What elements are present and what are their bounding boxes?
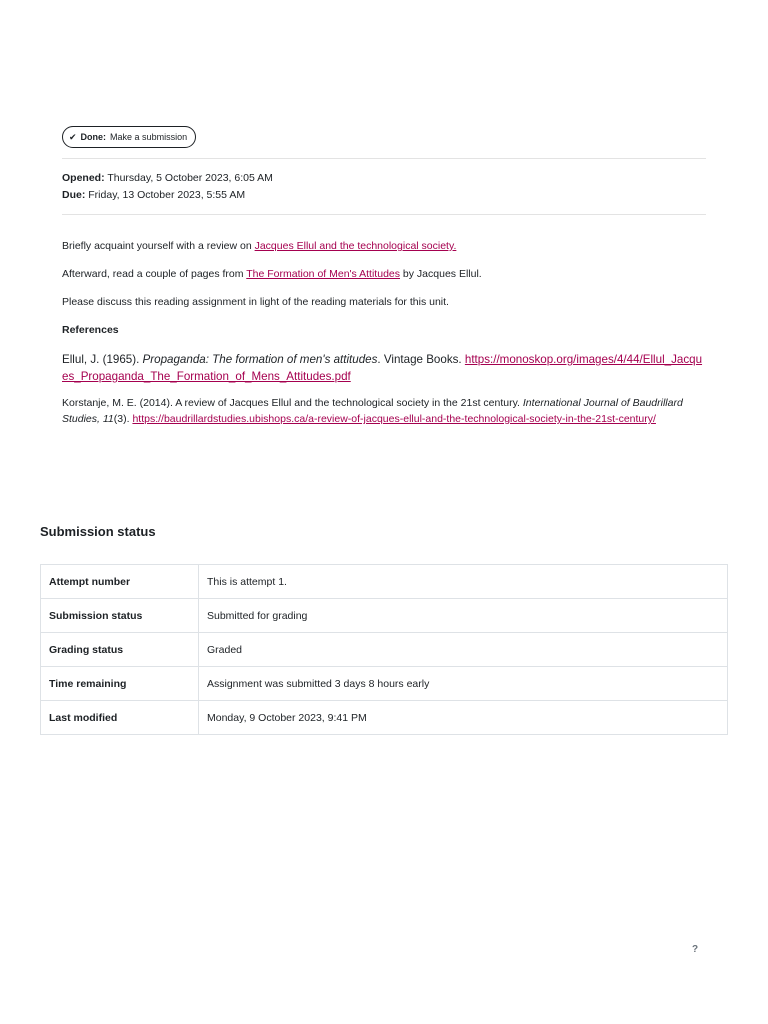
table-row — [41, 667, 728, 701]
reference-publisher: . Vintage Books. — [377, 353, 465, 366]
due-label: Due: — [62, 189, 86, 201]
reference-1 — [62, 351, 706, 385]
references-heading: References — [62, 324, 119, 336]
intro-paragraph-3: Please discuss this reading assignment in light of the reading materials for this unit. — [62, 296, 449, 308]
completion-status-label: Done: — [80, 132, 107, 142]
intro-text: Briefly acquaint yourself with a review on — [62, 240, 255, 252]
table-row — [41, 565, 728, 599]
intro-paragraph-1 — [62, 239, 706, 253]
formation-link[interactable]: The Formation of Men's Attitudes — [246, 268, 400, 280]
activity-dates — [62, 159, 706, 214]
activity-description — [62, 215, 706, 427]
check-icon: ✔ — [69, 132, 77, 142]
reference-2 — [62, 395, 706, 427]
intro-text: by Jacques Ellul. — [400, 268, 482, 280]
completion-badge — [62, 126, 196, 148]
row-label: Attempt number — [41, 565, 199, 599]
submission-status-table — [40, 564, 728, 735]
row-value: Submitted for grading — [199, 599, 728, 633]
table-row — [41, 633, 728, 667]
due-date — [62, 187, 706, 204]
reference-issue: (3). — [113, 413, 133, 425]
reference-title: Propaganda: The formation of men's attitudes — [142, 353, 378, 366]
help-icon[interactable]: ? — [692, 944, 699, 955]
reference-author: Ellul, J. (1965). — [62, 353, 143, 366]
opened-date — [62, 170, 706, 187]
opened-value: Thursday, 5 October 2023, 6:05 AM — [107, 172, 273, 184]
due-value: Friday, 13 October 2023, 5:55 AM — [88, 189, 246, 201]
intro-paragraph-2 — [62, 267, 706, 281]
activity-header — [62, 126, 706, 427]
row-value: This is attempt 1. — [199, 565, 728, 599]
submission-status-heading: Submission status — [40, 524, 156, 539]
reference-2-url[interactable]: https://baudrillardstudies.ubishops.ca/a-review-of-jacques-ellul-and-the-technological-society-in-the-21st-century/ — [132, 413, 656, 425]
row-value: Graded — [199, 633, 728, 667]
reference-author: Korstanje, M. E. (2014). A review of Jacques Ellul and the technological society in the 21st century. — [62, 397, 523, 409]
review-link[interactable]: Jacques Ellul and the technological society. — [254, 240, 457, 252]
completion-status-text: Make a submission — [110, 132, 188, 142]
table-row — [41, 599, 728, 633]
reference-1-url[interactable]: https://monoskop.org/images/4/44/Ellul_Jacques_Propaganda_The_Formation_of_Mens_Attitudes.pdf — [62, 353, 703, 383]
row-value: Monday, 9 October 2023, 9:41 PM — [199, 701, 728, 735]
row-label: Time remaining — [41, 667, 199, 701]
reference-journal: International Journal of Baudrillard Studies, 11 — [62, 397, 683, 425]
intro-text: Afterward, read a couple of pages from — [62, 268, 247, 280]
row-label: Grading status — [41, 633, 199, 667]
row-label: Last modified — [41, 701, 199, 735]
row-value: Assignment was submitted 3 days 8 hours early — [199, 667, 728, 701]
table-row — [41, 701, 728, 735]
opened-label: Opened: — [62, 172, 105, 184]
row-label: Submission status — [41, 599, 199, 633]
